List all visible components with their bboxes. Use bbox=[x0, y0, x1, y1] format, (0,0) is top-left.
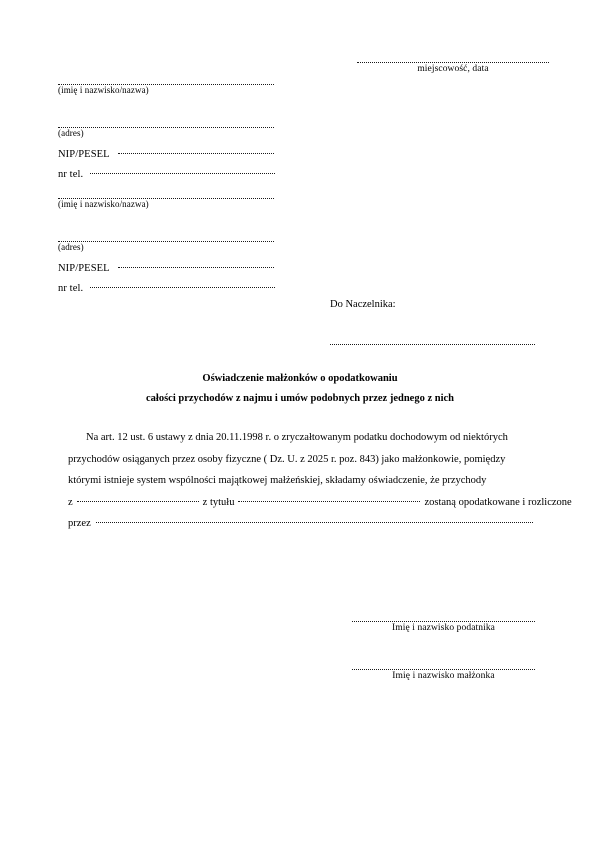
party-1-name-field bbox=[58, 84, 274, 96]
body-line-4 bbox=[68, 492, 572, 514]
body-line-5 bbox=[68, 513, 535, 535]
page-title-line-2: całości przychodów z najmu i umów podobnych przez jednego z nich bbox=[146, 393, 454, 404]
signature-spouse-caption: Imię i nazwisko małżonka bbox=[392, 671, 495, 681]
body-line-4-middle: z tytułu bbox=[202, 496, 235, 508]
party-1-nip-row bbox=[58, 147, 294, 162]
addressee-label: Do Naczelnika: bbox=[330, 299, 396, 310]
party-1-phone-label: nr tel. bbox=[58, 169, 84, 180]
party-2-address-field bbox=[58, 241, 274, 253]
party-1-nip-dotted-line[interactable] bbox=[118, 153, 274, 154]
body-line-1 bbox=[68, 427, 535, 449]
party-2-nip-dotted-line[interactable] bbox=[118, 267, 274, 268]
body-line-3-text: którymi istnieje system wspólności majątkowej małżeńskiej, składamy oświadczenie, że przychody bbox=[68, 475, 487, 486]
addressee-field bbox=[330, 344, 535, 345]
page-title-line-1: Oświadczenie małżonków o opodatkowaniu bbox=[202, 373, 398, 384]
body-line-5-prefix: przez bbox=[68, 518, 91, 529]
party-2-phone-dotted-line[interactable] bbox=[90, 287, 275, 288]
party-1-nip-label: NIP/PESEL bbox=[58, 149, 110, 160]
taxed-by-input-line[interactable] bbox=[96, 522, 533, 523]
party-1-phone-row bbox=[58, 167, 294, 182]
signature-taxpayer bbox=[352, 621, 535, 634]
party-2-phone-row bbox=[58, 281, 294, 296]
party-2-phone-label: nr tel. bbox=[58, 283, 84, 294]
body-line-2 bbox=[68, 449, 535, 471]
body-line-4-prefix: z bbox=[68, 496, 73, 508]
place-date-field bbox=[357, 62, 549, 75]
income-title-input-line[interactable] bbox=[238, 501, 420, 502]
party-1-address-field bbox=[58, 127, 274, 139]
declaration-body bbox=[68, 427, 572, 535]
party-2-nip-label: NIP/PESEL bbox=[58, 263, 110, 274]
signature-taxpayer-caption: Imię i nazwisko podatnika bbox=[391, 623, 495, 633]
signature-spouse bbox=[352, 669, 535, 682]
body-line-1-text: Na art. 12 ust. 6 ustawy z dnia 20.11.1998 r. o zryczałtowanym podatku dochodowym od niektórych bbox=[86, 432, 508, 443]
page-title bbox=[60, 369, 540, 409]
party-1-name-caption: (imię i nazwisko/nazwa) bbox=[58, 85, 149, 95]
body-line-4-suffix: zostaną opodatkowane i rozliczone bbox=[424, 496, 572, 508]
party-1-phone-dotted-line[interactable] bbox=[90, 173, 275, 174]
party-2-nip-row bbox=[58, 261, 294, 276]
party-2-name-field bbox=[58, 198, 274, 210]
party-2-address-caption: (adres) bbox=[58, 242, 84, 252]
addressee-dotted-line[interactable] bbox=[330, 344, 535, 345]
party-1-address-caption: (adres) bbox=[58, 128, 84, 138]
party-2-name-caption: (imię i nazwisko/nazwa) bbox=[58, 199, 149, 209]
income-source-input-line[interactable] bbox=[77, 501, 199, 502]
place-date-caption: miejscowość, data bbox=[417, 64, 489, 74]
body-line-2-text: przychodów osiąganych przez osoby fizyczne ( Dz. U. z 2025 r. poz. 843) jako małżonkowie, pomiędzy bbox=[68, 453, 506, 465]
body-line-3 bbox=[68, 470, 535, 492]
